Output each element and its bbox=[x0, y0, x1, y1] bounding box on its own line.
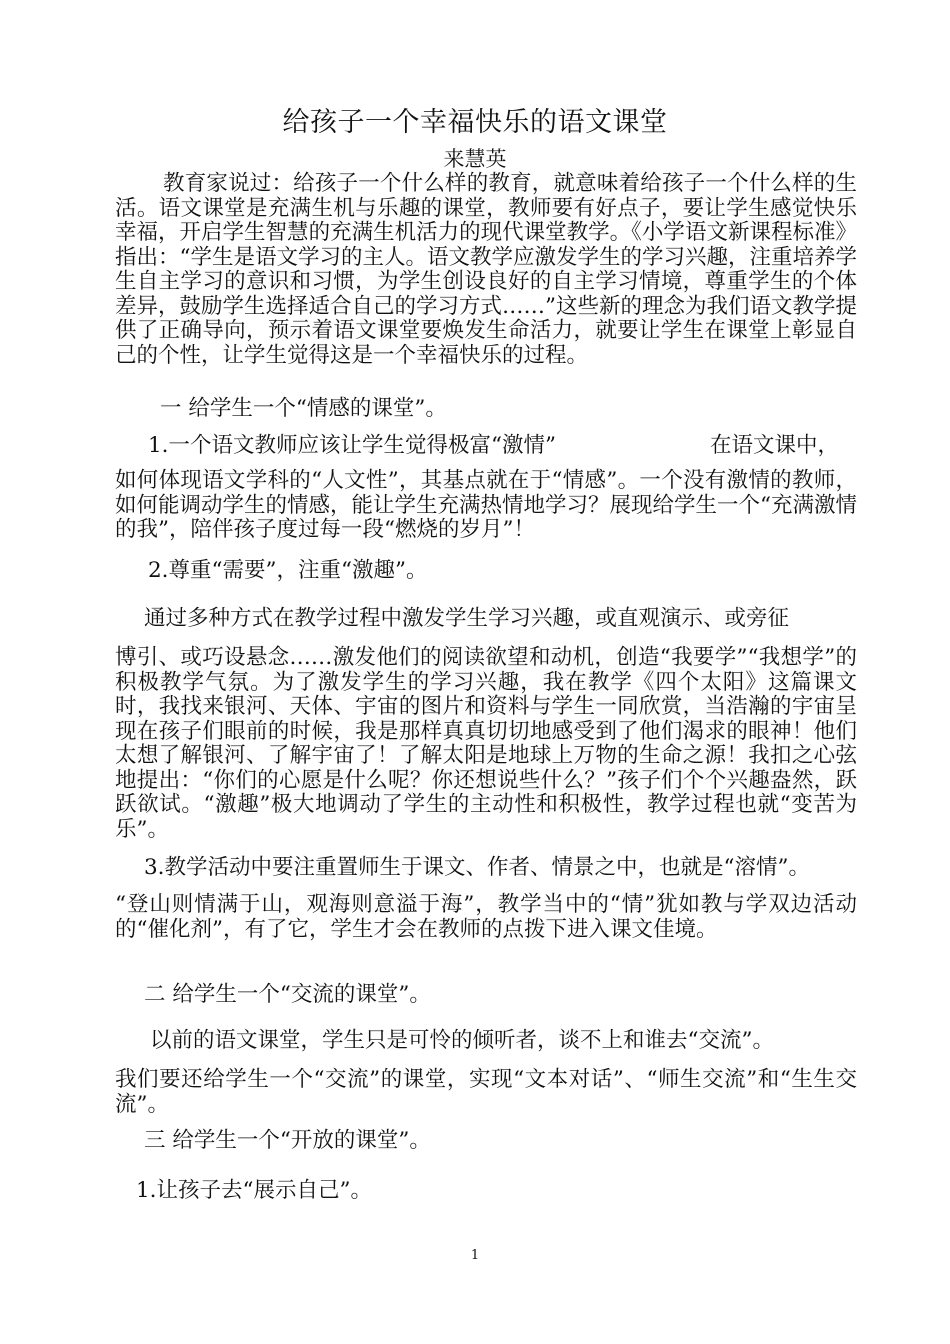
page-number: 1 bbox=[470, 1248, 480, 1263]
document-title: 给孩子一个幸福快乐的语文课堂 bbox=[282, 107, 668, 138]
intro-paragraph: 教育家说过：给孩子一个什么样的教育，就意味着给孩子一个什么样的生活。语文课堂是充满生机与乐趣的课堂，教师要有好点子，要让学生感觉快乐幸福，开启学生智慧的充满生机活力的现代课堂教学。《小学语文新课程标准》指出：“学生是语文学习的主人。语文教学应激发学生的学习兴趣，注重培养学生自主学习的意识和习惯，为学生创设良好的自主学习情境，尊重学生的个体差异，鼓励学生选择适合自己的学习方式……”这些新的理念为我们语文教学提供了正确导向，预示着语文课堂要焕发生命活力，就要让学生在课堂上彰显自己的个性，让学生觉得这是一个幸福快乐的过程。 bbox=[115, 171, 857, 368]
item-4-heading: 1.让孩子去“展示自己”。 bbox=[136, 1178, 372, 1203]
paragraph-feeling: “登山则情满于山，观海则意溢于海”，教学当中的“情”犹如教与学双边活动的“催化剂”，有了它，学生才会在教师的点拨下进入课文佳境。 bbox=[115, 892, 857, 942]
paragraph-interest-first-line: 通过多种方式在教学过程中激发学生学习兴趣，或直观演示、或旁征 bbox=[144, 606, 790, 631]
item-3-heading: 3.教学活动中要注重置师生于课文、作者、情景之中，也就是“溶情”。 bbox=[144, 855, 810, 880]
paragraph-interest: 博引、或巧设悬念……激发他们的阅读欲望和动机，创造“我要学”“我想学”的积极教学气氛。为了激发学生的学习兴趣，我在教学《四个太阳》这篇课文时，我找来银河、天体、宇宙的图片和资料与学生一同欣赏，当浩瀚的宇宙呈现在孩子们眼前的时候，我是那样真真切切地感受到了他们渴求的眼神！他们太想了解银河、了解宇宙了！了解太阳是地球上万物的生命之源！我扣之心弦地提出：“你们的心愿是什么呢？你还想说些什么？”孩子们个个兴趣盎然，跃跃欲试。“激趣”极大地调动了学生的主动性和积极性，教学过程也就“变苦为乐”。 bbox=[115, 645, 857, 842]
author-name: 来慧英 bbox=[443, 147, 507, 171]
item-1-heading: 1.一个语文教师应该让学生觉得极富“激情” bbox=[148, 433, 556, 458]
section-heading-2: 二 给学生一个“交流的课堂”。 bbox=[144, 982, 431, 1007]
paragraph-communication-first-line: 以前的语文课堂，学生只是可怜的倾听者，谈不上和谁去“交流”。 bbox=[150, 1028, 774, 1053]
item-2-heading: 2.尊重“需要”，注重“激趣”。 bbox=[148, 558, 428, 583]
section-heading-3: 三 给学生一个“开放的课堂”。 bbox=[144, 1128, 431, 1153]
paragraph-communication: 我们要还给学生一个“交流”的课堂，实现“文本对话”、“师生交流”和“生生交流”。 bbox=[115, 1067, 857, 1117]
section-heading-1: 一 给学生一个“情感的课堂”。 bbox=[160, 396, 447, 421]
paragraph-emotion: 如何体现语文学科的“人文性”，其基点就在于“情感”。一个没有激情的教师，如何能调动学生的情感，能让学生充满热情地学习？展现给学生一个“充满激情的我”，陪伴孩子度过每一段“燃烧的岁月”！ bbox=[115, 468, 857, 542]
item-1-heading-tail: 在语文课中， bbox=[710, 433, 840, 458]
